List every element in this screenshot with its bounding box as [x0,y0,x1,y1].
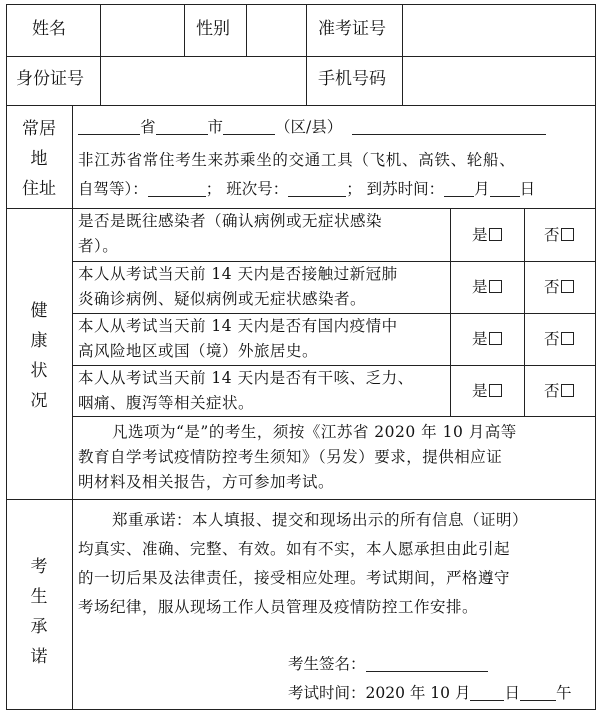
q2-no-option[interactable] [544,276,574,298]
city-blank[interactable] [156,119,208,135]
pledge-label-char: 生 [30,587,48,607]
province-blank[interactable] [78,119,140,135]
pledge-line: 的一切后果及法律责任，接受相应处理。考试期间，严格遵守 [78,569,511,587]
health-label-char: 况 [30,391,48,411]
exam-number-label: 准考证号 [318,19,386,39]
city-text: 市 [207,118,224,136]
district-text: （区/县） [275,118,343,136]
day-text: 日 [519,180,536,198]
trip-number-blank[interactable] [288,181,346,197]
pledge-line: 郑重承诺：本人填报、提交和现场出示的所有信息（证明） [112,511,529,529]
transport-label: 自驾等）： [78,180,148,198]
question-text: 是否是既往感染者（确认病例或无症状感染 [78,212,383,230]
exam-period-text: 午 [555,684,572,702]
col-divider [306,4,307,105]
health-note [78,420,594,495]
street-address-blank[interactable] [352,119,546,135]
question-text: 本人从考试当天前 14 天内是否接触过新冠肺 [78,265,398,283]
pledge-section-label [28,552,50,672]
q2-yes-option[interactable] [472,276,502,298]
health-label-char: 健 [30,301,48,321]
yes-label: 是 [472,226,488,244]
q4-yes-option[interactable] [472,380,502,402]
health-declaration-form [6,4,596,710]
address-label-char: 常居 [22,119,56,139]
pledge-text [78,506,594,622]
id-number-field[interactable] [101,57,306,104]
section-label-divider [72,105,73,709]
exam-time-line [288,682,571,704]
transport-blank[interactable] [148,181,206,197]
row-divider [6,105,596,106]
address-label-char: 地 [30,149,48,169]
signature-label: 考生签名： [288,655,366,673]
q4-no-checkbox[interactable] [561,384,574,397]
yes-label: 是 [472,278,488,296]
note-text: 明材料及相关报告，方可参加考试。 [78,473,335,491]
yes-column-divider [450,208,451,416]
health-row-divider [72,416,596,417]
gender-label: 性别 [196,19,230,39]
address-line [78,116,546,138]
table-border-bottom [6,709,596,710]
month-text: 月 [474,180,490,198]
phone-label: 手机号码 [318,69,386,89]
phone-field[interactable] [403,57,595,104]
pledge-label-char: 考 [30,557,48,577]
exam-time-label: 考试时间：2020 年 10 月 [288,684,471,702]
q1-yes-option[interactable] [472,224,502,246]
q1-no-option[interactable] [544,224,574,246]
health-question-4 [78,366,448,416]
signature-line [288,653,488,675]
pledge-line: 考场纪律，服从现场工作人员管理及疫情防控工作安排。 [78,598,479,616]
table-border-left [6,4,7,710]
province-text: 省 [140,118,156,136]
pledge-label-char: 诺 [30,647,48,667]
q3-no-checkbox[interactable] [561,332,574,345]
q3-yes-checkbox[interactable] [489,332,502,345]
address-section-label [18,114,60,204]
health-section-label [28,296,50,416]
address-label-char: 住址 [22,179,56,199]
q4-no-option[interactable] [544,380,574,402]
q2-no-checkbox[interactable] [561,280,574,293]
exam-day-text: 日 [504,684,520,702]
q3-yes-option[interactable] [472,328,502,350]
row-divider [6,499,596,500]
question-text: 高风险地区或国（境）外旅居史。 [78,342,319,360]
q1-yes-checkbox[interactable] [489,228,502,241]
health-question-2 [78,262,448,312]
question-text: 者）。 [78,237,119,255]
no-label: 否 [544,330,560,348]
yes-label: 是 [472,382,488,400]
no-column-divider [524,208,525,416]
transport-line [78,178,535,200]
trip-number-label: ； 班次号： [205,180,289,198]
question-text: 本人从考试当天前 14 天内是否有国内疫情中 [78,317,398,335]
signature-blank[interactable] [366,656,488,672]
health-question-3 [78,314,448,364]
q2-yes-checkbox[interactable] [489,280,502,293]
arrival-day-blank[interactable] [490,181,520,197]
health-label-char: 康 [30,331,48,351]
exam-number-field[interactable] [403,5,595,55]
q1-no-checkbox[interactable] [561,228,574,241]
exam-period-blank[interactable] [520,685,556,701]
name-field[interactable] [101,5,183,55]
pledge-label-char: 承 [30,617,48,637]
note-text: 凡选项为“是”的考生，须按《江苏省 2020 年 10 月高等 [112,423,517,441]
health-label-char: 状 [30,361,48,381]
arrival-month-blank[interactable] [444,181,474,197]
yes-label: 是 [472,330,488,348]
no-label: 否 [544,382,560,400]
transport-question: 非江苏省常住考生来苏乘坐的交通工具（飞机、高铁、轮船、 [78,151,516,169]
district-blank[interactable] [223,119,275,135]
question-text: 咽痛、腹泻等相关症状。 [78,394,255,412]
no-label: 否 [544,226,560,244]
gender-field[interactable] [247,5,305,55]
pledge-line: 均真实、准确、完整、有效。如有不实，本人愿承担由此引起 [78,540,511,558]
arrival-time-label: ； 到苏时间： [346,180,445,198]
id-number-label: 身份证号 [16,69,84,89]
question-text: 炎确诊病例、疑似病例或无症状感染者。 [78,290,367,308]
table-border-right [595,4,596,710]
no-label: 否 [544,278,560,296]
col-divider [184,4,185,56]
health-question-1 [78,209,448,259]
exam-day-blank[interactable] [470,685,504,701]
note-text: 教育自学考试疫情防控考生须知》（另发）要求，提供相应证 [78,448,503,466]
q3-no-option[interactable] [544,328,574,350]
q4-yes-checkbox[interactable] [489,384,502,397]
question-text: 本人从考试当天前 14 天内是否有干咳、乏力、 [78,369,414,387]
name-label: 姓名 [32,19,66,39]
